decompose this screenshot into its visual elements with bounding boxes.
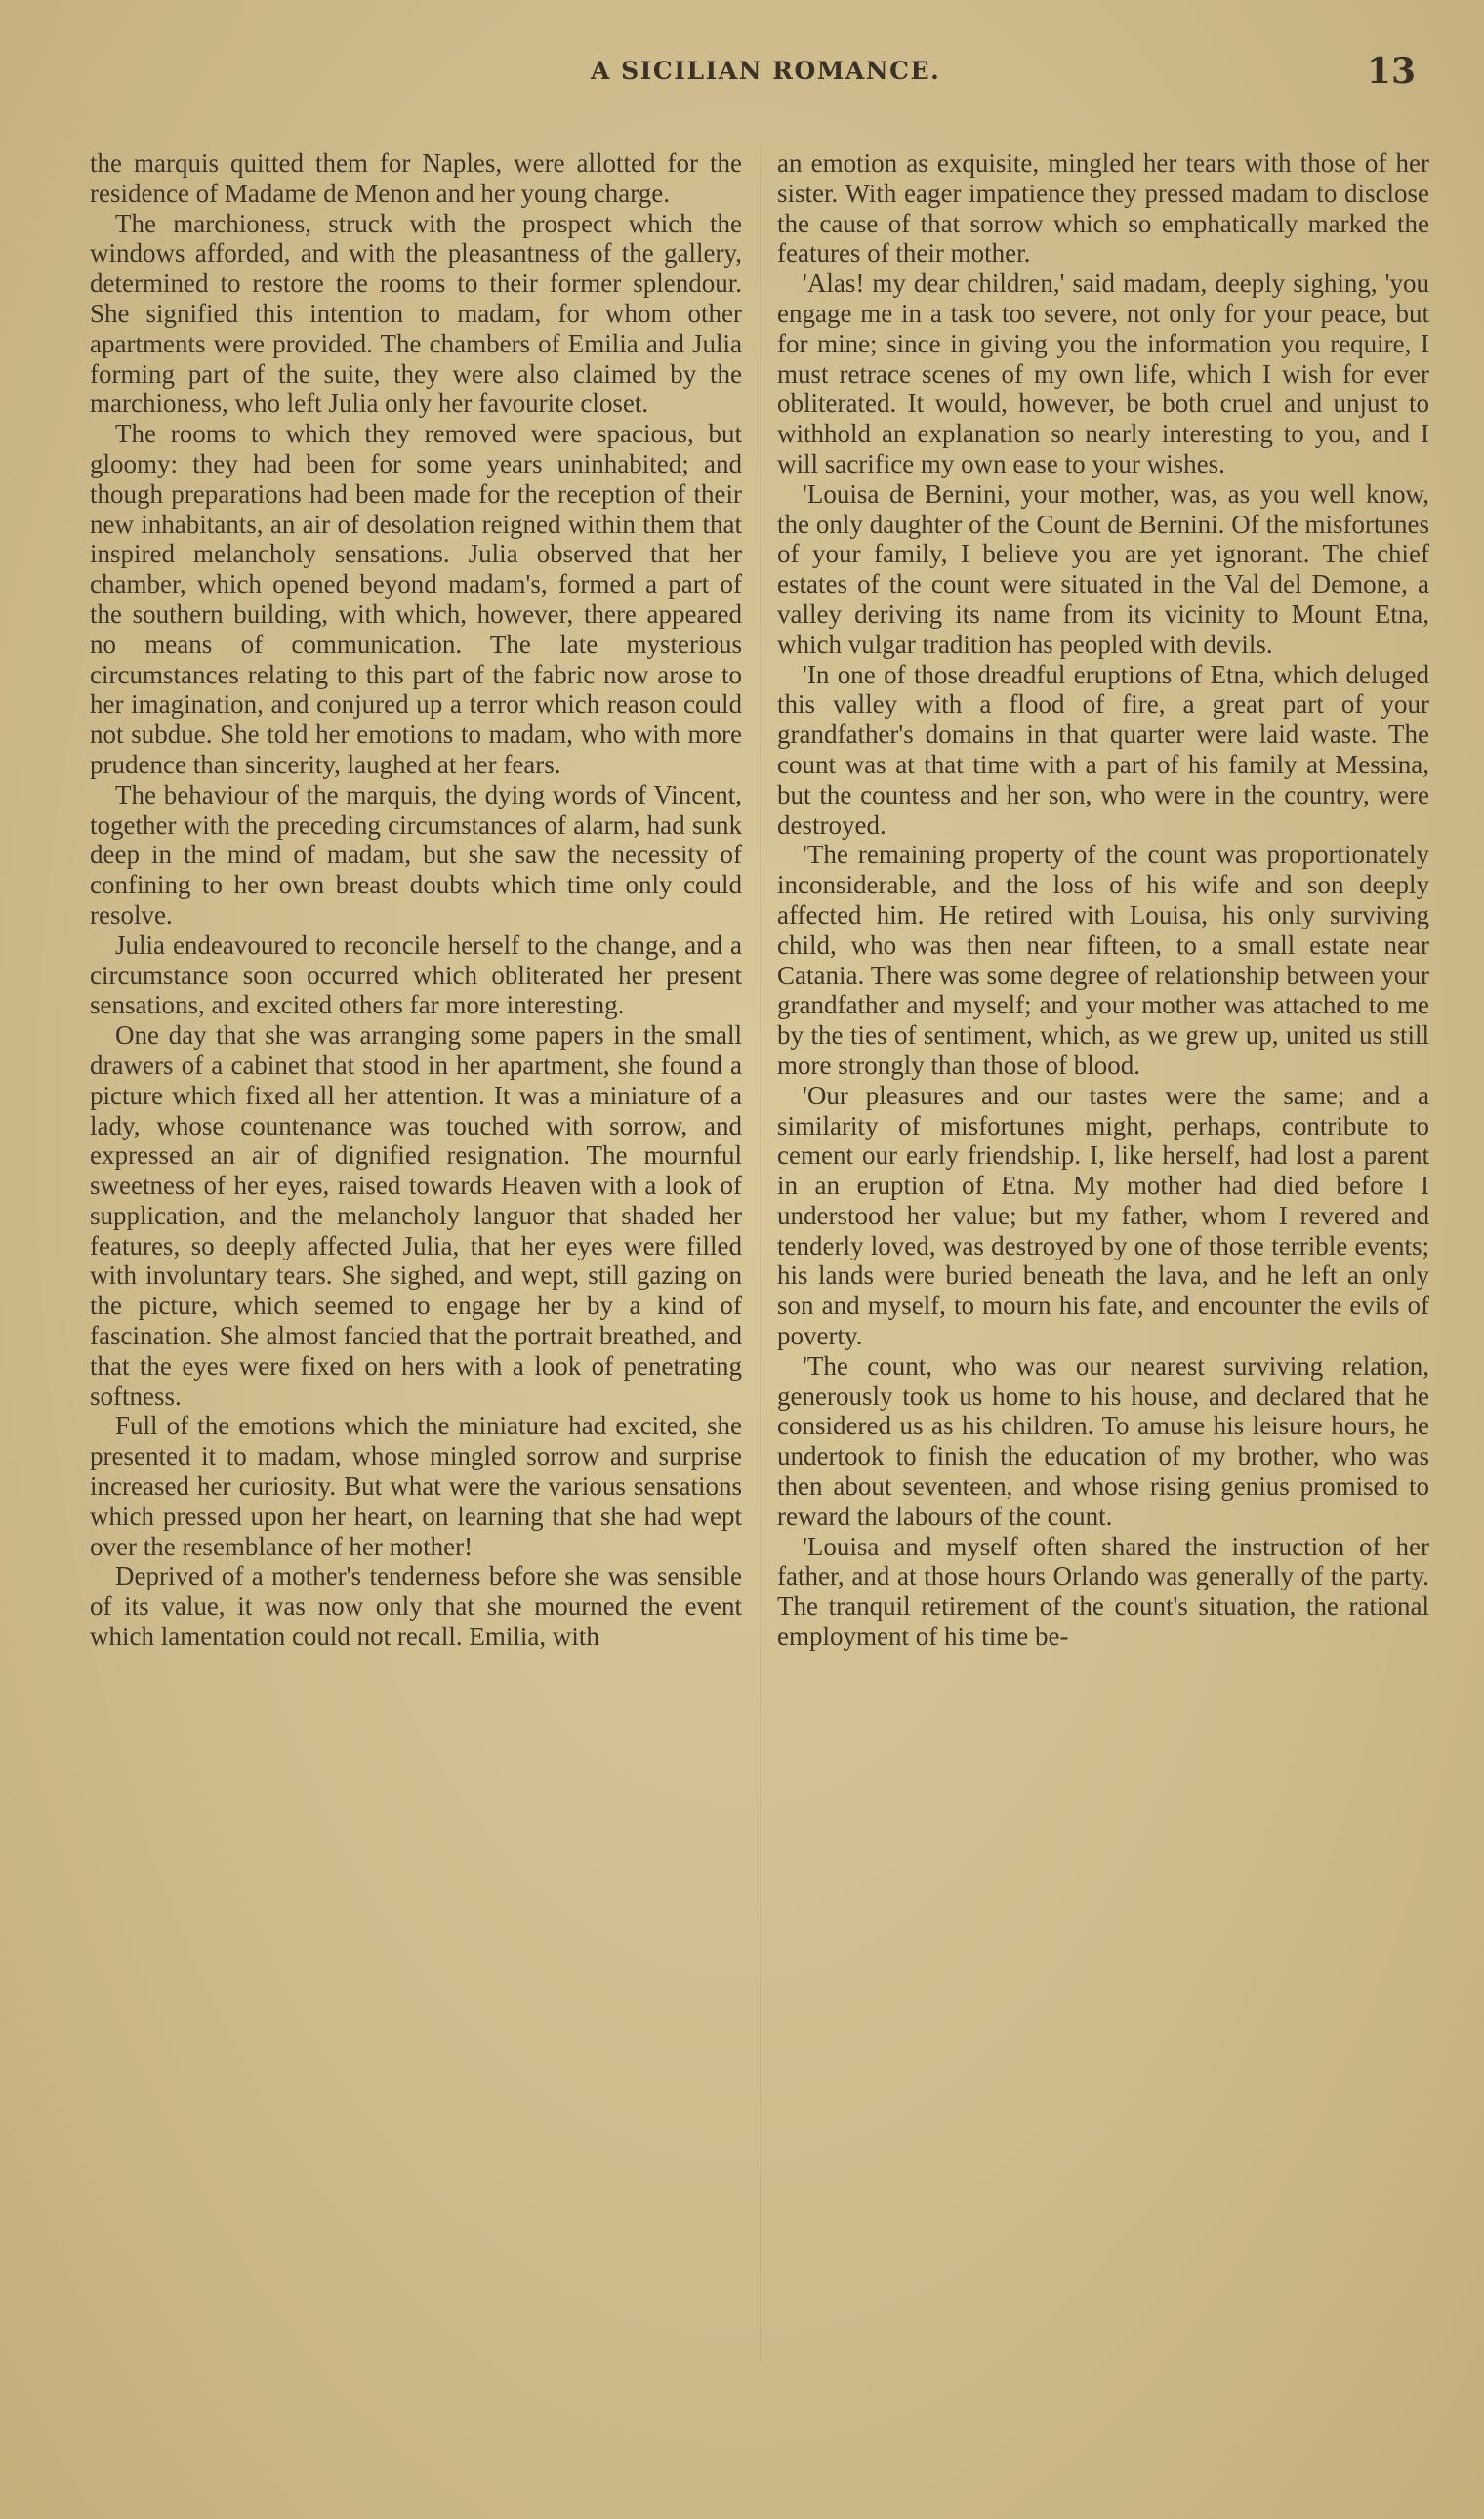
paragraph: 'Our pleasures and our tastes were the same; and a similarity of misfortunes might, perhaps, contribute to cement our early friendship. I, like herself, had lost a parent in an eruption of Etna. My mother had died before I understood her value; but my father, whom I revered and tenderly loved, was destroyed by one of those terrible events; his lands were buried beneath the lava, and he left an only son and myself, to mourn his fate, and encounter the evils of poverty. (777, 1080, 1429, 1351)
paragraph: the marquis quitted them for Naples, were allotted for the residence of Madame de Menon and her young charge. (90, 148, 742, 208)
right-column (777, 148, 1429, 1652)
paragraph: Julia endeavoured to reconcile herself to the change, and a circumstance soon occurred which obliterated her present sensations, and excited others far more interesting. (90, 929, 742, 1020)
paragraph: an emotion as exquisite, mingled her tears with those of her sister. With eager impatience they pressed madam to disclose the cause of that sorrow which so emphatically marked the features of their mother. (777, 148, 1429, 268)
page-header (88, 51, 1416, 96)
paragraph: 'Alas! my dear children,' said madam, deeply sighing, 'you engage me in a task too severe, not only for your peace, but for mine; since in giving you the information you require, I must retrace scenes of my own life, which I wish for ever obliterated. It would, however, be both cruel and unjust to withhold an explanation so nearly interesting to you, and I will sacrifice my own ease to your wishes. (777, 268, 1429, 478)
left-column (90, 148, 742, 1652)
paragraph: 'The remaining property of the count was proportionately inconsiderable, and the loss of his wife and son deeply affected him. He retired with Louisa, his only surviving child, who was then near fifteen, to a small estate near Catania. There was some degree of relationship between your grandfather and myself; and your mother was attached to me by the ties of sentiment, which, as we grew up, united us still more strongly than those of blood. (777, 840, 1429, 1080)
paragraph: The rooms to which they removed were spacious, but gloomy: they had been for some years uninhabited; and though preparations had been made for the reception of their new inhabitants, an air of desolation reigned within them that inspired melancholy sensations. Julia observed that her chamber, which opened beyond madam's, formed a part of the southern building, with which, however, there appeared no means of communication. The late mysterious circumstances relating to this part of the fabric now arose to her imagination, and conjured up a terror which reason could not subdue. She told her emotions to madam, who with more prudence than sincerity, laughed at her fears. (90, 419, 742, 779)
paragraph: 'In one of those dreadful eruptions of Etna, which deluged this valley with a flood of fire, a great part of your grandfather's domains in that quarter were laid waste. The count was at that time with a part of his family at Messina, but the countess and her son, who were in the country, were destroyed. (777, 659, 1429, 840)
paragraph: One day that she was arranging some papers in the small drawers of a cabinet that stood in her apartment, she found a picture which fixed all her attention. It was a miniature of a lady, whose countenance was touched with sorrow, and expressed an air of dignified resignation. The mournful sweetness of her eyes, raised towards Heaven with a look of supplication, and the melancholy languor that shaded her features, so deeply affected Julia, that her eyes were filled with involuntary tears. She sighed, and wept, still gazing on the picture, which seemed to engage her by a kind of fascination. She almost fancied that the portrait breathed, and that the eyes were fixed on hers with a look of penetrating softness. (90, 1020, 742, 1411)
paragraph: 'Louisa and myself often shared the instruction of her father, and at those hours Orlando was generally of the party. The tranquil retirement of the count's situation, the rational employment of his time be- (777, 1531, 1429, 1652)
paragraph: Deprived of a mother's tenderness before she was sensible of its value, it was now only that she mourned the event which lamentation could not recall. Emilia, with (90, 1561, 742, 1652)
paragraph: The marchioness, struck with the prospect which the windows afforded, and with the pleasantness of the gallery, determined to restore the rooms to their former splendour. She signified this intention to madam, for whom other apartments were provided. The chambers of Emilia and Julia forming part of the suite, they were also claimed by the marchioness, who left Julia only her favourite closet. (90, 208, 742, 419)
running-title: A SICILIAN ROMANCE. (591, 57, 941, 85)
paragraph: 'The count, who was our nearest surviving relation, generously took us home to his house, and declared that he considered us as his children. To amuse his leisure hours, he undertook to finish the education of my brother, who was then about seventeen, and whose rising genius promised to reward the labours of the count. (777, 1350, 1429, 1531)
column-divider (760, 146, 761, 2363)
paragraph: 'Louisa de Bernini, your mother, was, as you well know, the only daughter of the Count de Bernini. Of the misfortunes of your family, I believe you are yet ignorant. The chief estates of the count were situated in the Val del Demone, a valley deriving its name from its vicinity to Mount Etna, which vulgar tradition has peopled with devils. (777, 478, 1429, 659)
page-number: 13 (1366, 51, 1416, 92)
paragraph: Full of the emotions which the miniature had excited, she presented it to madam, whose mingled sorrow and surprise increased her curiosity. But what were the various sensations which pressed upon her heart, on learning that she had wept over the resemblance of her mother! (90, 1411, 742, 1561)
paragraph: The behaviour of the marquis, the dying words of Vincent, together with the preceding circumstances of alarm, had sunk deep in the mind of madam, but she saw the necessity of confining to her own breast doubts which time only could resolve. (90, 779, 742, 929)
